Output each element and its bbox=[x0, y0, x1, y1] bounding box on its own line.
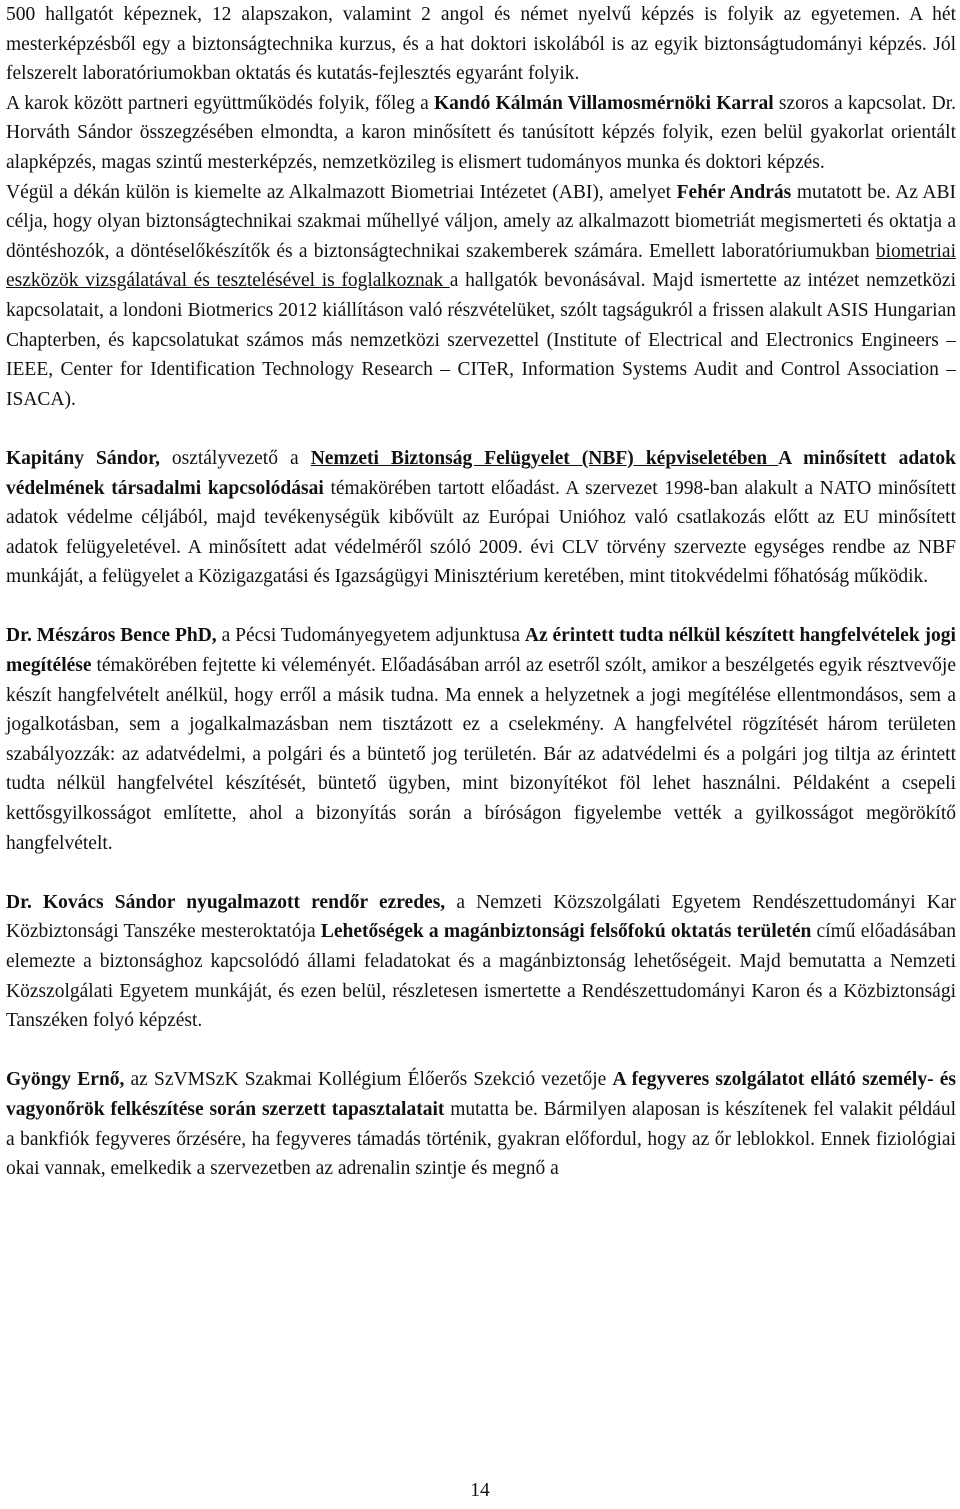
paragraph-spacer bbox=[6, 592, 956, 622]
abi-text: Végül a dékán külön is kiemelte az Alkalmazott Biometriai Intézetet (ABI), amelyet bbox=[6, 181, 677, 203]
talk-summary: című előadásában elemezte a biztonsághoz kapcsolódó állami feladatokat és a magánbiztonság lehetőségeit. Majd bemutatta a Nemzeti Közszolgálati Egyetem munkáját, és ezen belül, részletesen ismertette a Rendészettudományi Karon és a Közbiztonsági Tanszéken folyó képzést. bbox=[6, 921, 956, 1032]
speaker-name: Gyöngy Ernő, bbox=[6, 1069, 125, 1091]
cooperation-text-cont: szoros a kapcsolat. Dr. Horváth Sándor összegzésében elmondta, a karon minősített és tanúsított képzés folyik, ezen belül gyakorlat orientált alapképzés, magas szintű mesterképzés, nemzetközileg is elismert tudományos munka és doktori képzés. bbox=[6, 92, 956, 173]
paragraph-spacer bbox=[6, 1036, 956, 1066]
partner-faculty-name: Kandó Kálmán Villamosmérnöki Karral bbox=[434, 92, 774, 114]
paragraph-spacer bbox=[6, 414, 956, 444]
talk-title: A fegyveres szolgálatot ellátó személy- és vagyonőrök felkészítése során szerzett tapasztalatait bbox=[6, 1069, 956, 1120]
talk-title: A minősített adatok védelmének társadalmi kapcsolódásai bbox=[6, 447, 957, 499]
speaker-name: Dr. Kovács Sándor nyugalmazott rendőr ezredes, bbox=[6, 891, 446, 913]
paragraph-faculty-cooperation bbox=[6, 89, 956, 178]
talk-summary: mutatta be. Bármilyen alaposan is készítenek fel valakit például a bankfiók fegyveres őrzésére, ha fegyveres támadás történik, gyakran előfordul, hogy az őr leblokkol. Ennek fiziológiai okai vannak, emelkedik a szervezetben az adrenalin szintje és megnő a bbox=[6, 1098, 957, 1180]
paragraph-spacer bbox=[6, 858, 956, 888]
document-page bbox=[6, 0, 956, 1184]
abi-text-cont: mutatott be. Az ABI célja, hogy olyan biztonságtechnikai szakmai műhellyé váljon, amely az alkalmazott biometriát megismerteti és oktatja a döntéshozók, a döntéselőkészítők és a biztonságtechnikai szakemberek számára. Emellett laboratóriumukban bbox=[6, 181, 957, 262]
paragraph-nbf-talk bbox=[6, 444, 956, 592]
presenter-name: Fehér András bbox=[676, 181, 792, 203]
speaker-role: a Nemzeti Közszolgálati Egyetem Rendészettudományi Kar Közbiztonsági Tanszéke mesteroktatója bbox=[6, 891, 957, 943]
paragraph-university-intro bbox=[6, 0, 956, 89]
talk-summary: témakörében fejtette ki véleményét. Előadásában arról az esetről szólt, amikor a beszélgetés egyik résztvevője készít hangfelvételt anélkül, hogy erről a másik tudna. Ma ennek a helyzetnek a jogi megítélése ellentmondásos, sem a jogalkotásban, sem a jogalkalmazásban nem tisztázott ez a cselekmény. A hangfelvétel rögzítését három területen szabályozzák: az adatvédelmi, a polgári és a büntető jog területén. Bár az adatvédelmi és a polgári jog tiltja az érintett tudta nélkül hangfelvétel készítését, büntető ügyben, mint bizonyítékot föl lehet használni. Példaként a csepeli kettősgyilkosságot említette, ahol a bizonyítás során a bíróságon figyelembe vették a gyilkosságot megörökítő hangfelvételt. bbox=[6, 655, 956, 854]
paragraph-audio-recording-talk bbox=[6, 621, 956, 858]
paragraph-abi-institute bbox=[6, 178, 956, 415]
speaker-name: Dr. Mészáros Bence PhD, bbox=[6, 625, 217, 647]
speaker-name: Kapitány Sándor, bbox=[6, 447, 160, 469]
page-number: 14 bbox=[470, 1480, 490, 1501]
talk-summary: témakörében tartott előadást. A szervezet 1998-ban alakult a NATO minősített adatok védelme céljából, majd tevékenységük kibővült az Európai Unióhoz való csatlakozás előtt az EU minősített adatok felügyeletével. A minősített adat védelméről szóló 2009. évi CLV törvény szervezte egységes rendbe az NBF munkáját, a felügyelet a Közigazgatási és Igazságügyi Minisztérium keretében, mint titokvédelmi főhatóság működik. bbox=[6, 477, 956, 588]
cooperation-text: A karok között partneri együttműködés folyik, főleg a bbox=[6, 92, 435, 114]
speaker-role: osztályvezető a bbox=[159, 447, 311, 469]
speaker-role: az SzVMSzK Szakmai Kollégium Élőerős Szekció vezetője bbox=[124, 1069, 613, 1091]
intro-text: 500 hallgatót képeznek, 12 alapszakon, valamint 2 angol és német nyelvű képzés is folyik az egyetemen. A hét mesterképzésből egy a biztonságtechnika kurzus, és a hat doktori iskolából is az egyik biztonságtudományi képzés. Jól felszerelt laboratóriumokban oktatás és kutatás-fejlesztés egyaránt folyik. bbox=[6, 4, 956, 85]
underlined-phrase: biometriai eszközök vizsgálatával és tesztelésével is foglalkoznak bbox=[6, 240, 956, 292]
abi-text-end: a hallgatók bevonásával. Majd ismertette az intézet nemzetközi kapcsolatait, a londoni Biotmerics 2012 kiállításon való részvételüket, szólt tagságukról a frissen alakult ASIS Hungarian Chapterben, és kapcsolatukat számos más nemzetközi szervezettel (Institute of Electrical and Electronics Engineers – IEEE, Center for Identification Technology Research – CITeR, Information Systems Audit and Control Association – ISACA). bbox=[6, 270, 956, 410]
speaker-role: a Pécsi Tudományegyetem adjunktusa bbox=[216, 625, 525, 647]
organization-name: Nemzeti Biztonság Felügyelet (NBF) képviseletében bbox=[310, 447, 779, 469]
paragraph-armed-guards-talk bbox=[6, 1065, 956, 1183]
talk-title: Az érintett tudta nélkül készített hangfelvételek jogi megítélése bbox=[6, 625, 956, 677]
paragraph-private-security-education-talk bbox=[6, 888, 956, 1036]
talk-title: Lehetőségek a magánbiztonsági felsőfokú oktatás területén bbox=[320, 921, 812, 943]
